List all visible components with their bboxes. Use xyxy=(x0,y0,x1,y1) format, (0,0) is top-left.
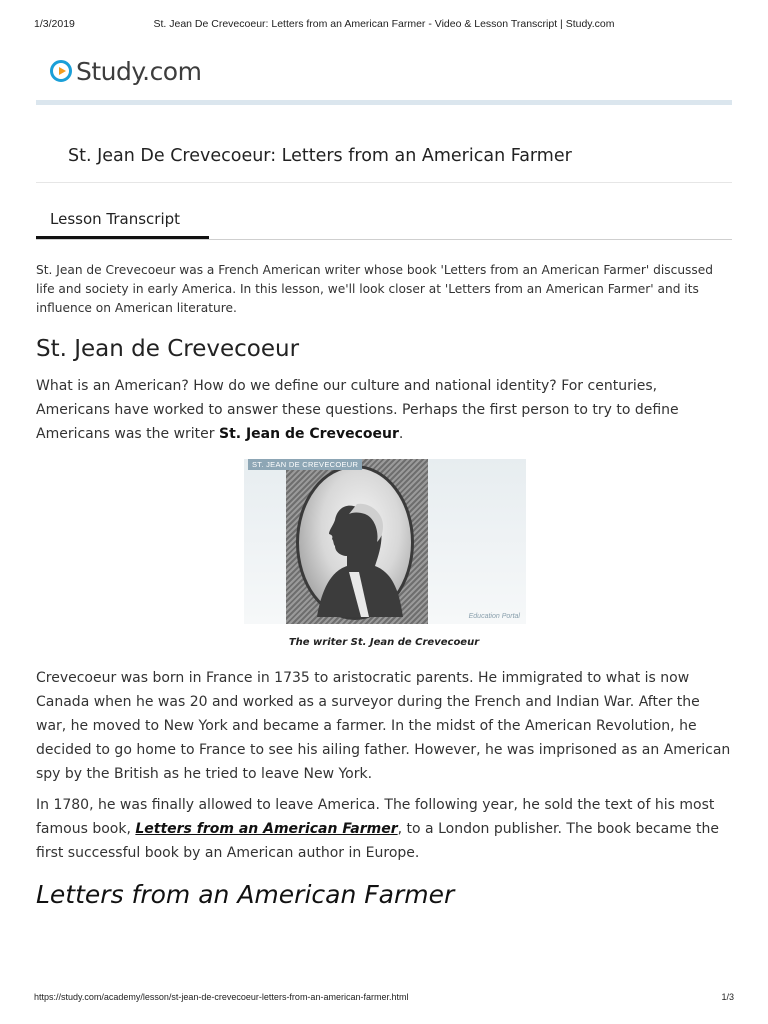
study-logo-icon xyxy=(50,60,72,82)
print-date: 1/3/2019 xyxy=(34,18,75,30)
print-footer xyxy=(34,992,734,1006)
book-title-link[interactable]: Letters from an American Farmer xyxy=(135,821,398,837)
study-logo[interactable] xyxy=(50,56,201,86)
paragraph-3-end: , to a London publisher. The book became the first successful book by an American author in Europe. xyxy=(36,821,719,861)
title-divider xyxy=(36,182,732,183)
logo-text: Study.com xyxy=(76,56,202,86)
section-heading-letters: Letters from an American Farmer xyxy=(36,880,455,909)
portrait-figure xyxy=(244,459,526,624)
header-divider xyxy=(36,100,732,105)
tab-lesson-transcript[interactable] xyxy=(36,210,209,238)
print-page-title: St. Jean De Crevecoeur: Letters from an American Farmer - Video & Lesson Transcript | Study.com xyxy=(153,18,615,30)
paragraph-3-text: In 1780, he was finally allowed to leave America. The following year, he sold the text of his most famous book, xyxy=(36,797,715,837)
portrait-image xyxy=(296,465,414,620)
section-heading-crevecoeur: St. Jean de Crevecoeur xyxy=(36,336,300,362)
paragraph-2: Crevecoeur was born in France in 1735 to aristocratic parents. He immigrated to what is now Canada when he was 20 and worked as a surveyor during the French and Indian War. After the war, he moved to New York and became a farmer. In the midst of the American Revolution, he decided to go home to France to see his ailing father. However, he was imprisoned as an American spy by the British as he tried to leave New York. xyxy=(36,670,731,782)
figure-tag: ST. JEAN DE CREVECOEUR xyxy=(248,459,362,470)
education-portal-watermark: Education Portal xyxy=(468,613,520,620)
lesson-intro: St. Jean de Crevecoeur was a French American writer whose book 'Letters from an American Farmer' discussed life and society in early America. In this lesson, we'll look closer at 'Letters from an American Farmer' and its influence on American literature. xyxy=(36,263,713,315)
paragraph-3 xyxy=(36,793,734,865)
bold-term: St. Jean de Crevecoeur xyxy=(218,426,399,442)
paragraph-1-end: . xyxy=(398,426,404,442)
profile-silhouette-icon xyxy=(299,468,411,617)
print-url: https://study.com/academy/lesson/st-jean-de-crevecoeur-letters-from-an-american-farmer.html xyxy=(34,992,409,1002)
lesson-title: St. Jean De Crevecoeur: Letters from an American Farmer xyxy=(68,146,572,166)
print-header xyxy=(34,18,734,32)
tab-label: Lesson Transcript xyxy=(50,210,181,228)
tab-divider xyxy=(36,239,732,240)
paragraph-1 xyxy=(36,374,734,446)
page-number: 1/3 xyxy=(721,992,734,1002)
paragraph-1-text: What is an American? How do we define our culture and national identity? For centuries, Americans have worked to answer these questions. Perhaps the first person to try to define Americans was the writer xyxy=(36,378,679,442)
figure-caption: The writer St. Jean de Crevecoeur xyxy=(288,637,480,648)
